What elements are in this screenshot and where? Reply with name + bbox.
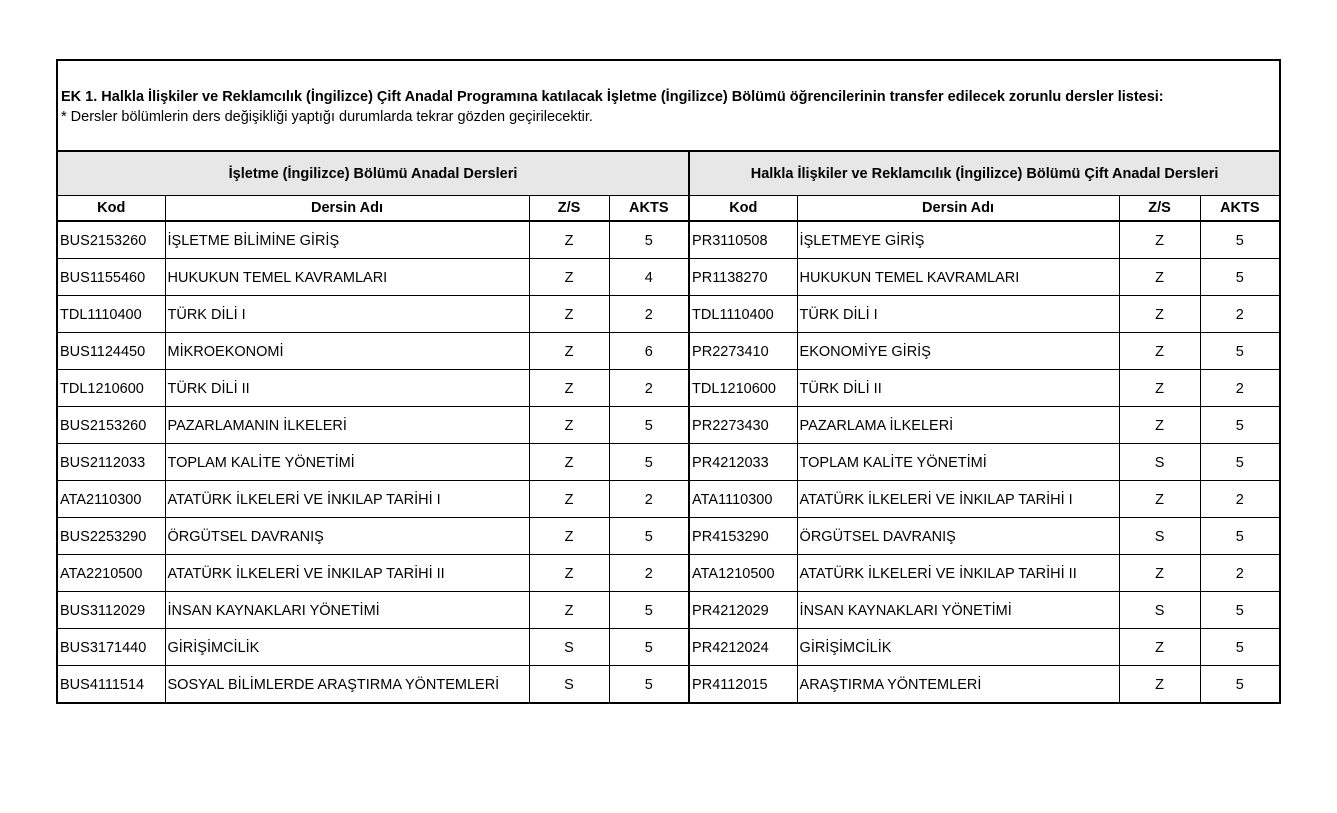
right-course-akts: 2 — [1200, 295, 1279, 332]
right-course-zs: Z — [1119, 295, 1200, 332]
left-course-code: BUS4111514 — [58, 665, 165, 702]
left-course-zs: Z — [529, 295, 609, 332]
right-course-akts: 5 — [1200, 517, 1279, 554]
left-course-akts: 2 — [609, 554, 689, 591]
left-course-zs: Z — [529, 517, 609, 554]
right-course-code: PR2273430 — [689, 406, 797, 443]
right-course-code: PR4212024 — [689, 628, 797, 665]
right-course-name: TÜRK DİLİ I — [797, 295, 1119, 332]
right-course-zs: Z — [1119, 665, 1200, 702]
table-row — [58, 332, 1279, 369]
right-course-code: ATA1210500 — [689, 554, 797, 591]
right-course-name: ATATÜRK İLKELERİ VE İNKILAP TARİHİ II — [797, 554, 1119, 591]
right-course-name: ÖRGÜTSEL DAVRANIŞ — [797, 517, 1119, 554]
right-course-akts: 5 — [1200, 665, 1279, 702]
right-course-name: GİRİŞİMCİLİK — [797, 628, 1119, 665]
table-row — [58, 443, 1279, 480]
right-course-zs: S — [1119, 591, 1200, 628]
left-course-zs: Z — [529, 369, 609, 406]
table-row — [58, 554, 1279, 591]
left-course-akts: 5 — [609, 591, 689, 628]
table-row — [58, 517, 1279, 554]
table-row — [58, 295, 1279, 332]
left-course-akts: 2 — [609, 369, 689, 406]
left-course-akts: 5 — [609, 443, 689, 480]
right-course-akts: 2 — [1200, 554, 1279, 591]
left-course-zs: Z — [529, 480, 609, 517]
left-course-name: İŞLETME BİLİMİNE GİRİŞ — [165, 221, 529, 258]
right-zs-header: Z/S — [1119, 196, 1200, 222]
left-course-name: PAZARLAMANIN İLKELERİ — [165, 406, 529, 443]
left-course-name: İNSAN KAYNAKLARI YÖNETİMİ — [165, 591, 529, 628]
table-row — [58, 665, 1279, 702]
left-course-zs: S — [529, 665, 609, 702]
right-course-code: PR1138270 — [689, 258, 797, 295]
course-table — [58, 152, 1279, 702]
left-course-akts: 5 — [609, 665, 689, 702]
right-course-name: TÜRK DİLİ II — [797, 369, 1119, 406]
left-course-akts: 5 — [609, 628, 689, 665]
table-row — [58, 628, 1279, 665]
right-course-name: PAZARLAMA İLKELERİ — [797, 406, 1119, 443]
right-course-akts: 5 — [1200, 406, 1279, 443]
left-course-zs: Z — [529, 591, 609, 628]
right-course-code: ATA1110300 — [689, 480, 797, 517]
left-course-akts: 5 — [609, 406, 689, 443]
right-course-zs: Z — [1119, 554, 1200, 591]
document-title: EK 1. Halkla İlişkiler ve Reklamcılık (İngilizce) Çift Anadal Programına katılacak İşletme (İngilizce) Bölümü öğrencilerinin transfer edilecek zorunlu dersler listesi: — [61, 89, 1164, 105]
left-akts-header: AKTS — [609, 196, 689, 222]
group-header-row — [58, 152, 1279, 196]
left-course-akts: 5 — [609, 517, 689, 554]
right-course-code: PR4112015 — [689, 665, 797, 702]
right-course-zs: Z — [1119, 406, 1200, 443]
right-course-name: HUKUKUN TEMEL KAVRAMLARI — [797, 258, 1119, 295]
left-course-akts: 4 — [609, 258, 689, 295]
course-rows — [58, 221, 1279, 702]
left-zs-header: Z/S — [529, 196, 609, 222]
left-course-code: BUS3112029 — [58, 591, 165, 628]
right-course-code: TDL1110400 — [689, 295, 797, 332]
left-course-name: GİRİŞİMCİLİK — [165, 628, 529, 665]
left-course-code: TDL1110400 — [58, 295, 165, 332]
left-course-akts: 6 — [609, 332, 689, 369]
left-course-name: ÖRGÜTSEL DAVRANIŞ — [165, 517, 529, 554]
right-code-header: Kod — [689, 196, 797, 222]
right-course-zs: Z — [1119, 369, 1200, 406]
right-course-code: PR2273410 — [689, 332, 797, 369]
note-block — [58, 61, 1279, 152]
left-course-name: ATATÜRK İLKELERİ VE İNKILAP TARİHİ I — [165, 480, 529, 517]
left-course-name: TOPLAM KALİTE YÖNETİMİ — [165, 443, 529, 480]
right-course-name: ATATÜRK İLKELERİ VE İNKILAP TARİHİ I — [797, 480, 1119, 517]
right-course-akts: 5 — [1200, 221, 1279, 258]
left-course-akts: 2 — [609, 295, 689, 332]
left-course-name: TÜRK DİLİ I — [165, 295, 529, 332]
right-course-code: TDL1210600 — [689, 369, 797, 406]
table-row — [58, 591, 1279, 628]
left-group-header: İşletme (İngilizce) Bölümü Anadal Dersleri — [58, 152, 689, 196]
course-transfer-sheet — [56, 59, 1281, 704]
column-header-row — [58, 196, 1279, 222]
right-course-zs: S — [1119, 517, 1200, 554]
left-course-code: TDL1210600 — [58, 369, 165, 406]
left-course-code: ATA2210500 — [58, 554, 165, 591]
left-course-code: BUS2153260 — [58, 406, 165, 443]
left-course-zs: Z — [529, 406, 609, 443]
left-course-zs: Z — [529, 332, 609, 369]
right-course-akts: 2 — [1200, 369, 1279, 406]
left-course-code: BUS3171440 — [58, 628, 165, 665]
right-course-zs: S — [1119, 443, 1200, 480]
left-course-zs: Z — [529, 221, 609, 258]
left-code-header: Kod — [58, 196, 165, 222]
right-course-akts: 5 — [1200, 628, 1279, 665]
left-course-name: TÜRK DİLİ II — [165, 369, 529, 406]
left-name-header: Dersin Adı — [165, 196, 529, 222]
left-course-zs: S — [529, 628, 609, 665]
right-akts-header: AKTS — [1200, 196, 1279, 222]
right-course-akts: 2 — [1200, 480, 1279, 517]
right-course-name: TOPLAM KALİTE YÖNETİMİ — [797, 443, 1119, 480]
right-course-code: PR3110508 — [689, 221, 797, 258]
right-group-header: Halkla İlişkiler ve Reklamcılık (İngilizce) Bölümü Çift Anadal Dersleri — [689, 152, 1279, 196]
right-course-akts: 5 — [1200, 258, 1279, 295]
right-course-name: ARAŞTIRMA YÖNTEMLERİ — [797, 665, 1119, 702]
left-course-name: HUKUKUN TEMEL KAVRAMLARI — [165, 258, 529, 295]
right-course-zs: Z — [1119, 332, 1200, 369]
right-course-code: PR4212029 — [689, 591, 797, 628]
right-course-zs: Z — [1119, 628, 1200, 665]
left-course-name: MİKROEKONOMİ — [165, 332, 529, 369]
table-row — [58, 480, 1279, 517]
document-note: * Dersler bölümlerin ders değişikliği yaptığı durumlarda tekrar gözden geçirilecektir. — [61, 109, 593, 125]
table-row — [58, 369, 1279, 406]
right-course-zs: Z — [1119, 258, 1200, 295]
right-course-akts: 5 — [1200, 332, 1279, 369]
right-course-code: PR4212033 — [689, 443, 797, 480]
right-course-name: İŞLETMEYE GİRİŞ — [797, 221, 1119, 258]
table-row — [58, 406, 1279, 443]
left-course-code: BUS1124450 — [58, 332, 165, 369]
left-course-name: ATATÜRK İLKELERİ VE İNKILAP TARİHİ II — [165, 554, 529, 591]
left-course-code: BUS1155460 — [58, 258, 165, 295]
left-course-zs: Z — [529, 554, 609, 591]
left-course-code: BUS2153260 — [58, 221, 165, 258]
right-course-zs: Z — [1119, 480, 1200, 517]
left-course-code: BUS2253290 — [58, 517, 165, 554]
left-course-code: BUS2112033 — [58, 443, 165, 480]
left-course-akts: 5 — [609, 221, 689, 258]
left-course-code: ATA2110300 — [58, 480, 165, 517]
left-course-zs: Z — [529, 258, 609, 295]
left-course-akts: 2 — [609, 480, 689, 517]
right-course-code: PR4153290 — [689, 517, 797, 554]
left-course-name: SOSYAL BİLİMLERDE ARAŞTIRMA YÖNTEMLERİ — [165, 665, 529, 702]
right-course-zs: Z — [1119, 221, 1200, 258]
table-row — [58, 221, 1279, 258]
right-course-akts: 5 — [1200, 591, 1279, 628]
table-row — [58, 258, 1279, 295]
right-course-name: İNSAN KAYNAKLARI YÖNETİMİ — [797, 591, 1119, 628]
right-course-akts: 5 — [1200, 443, 1279, 480]
right-course-name: EKONOMİYE GİRİŞ — [797, 332, 1119, 369]
left-course-zs: Z — [529, 443, 609, 480]
right-name-header: Dersin Adı — [797, 196, 1119, 222]
